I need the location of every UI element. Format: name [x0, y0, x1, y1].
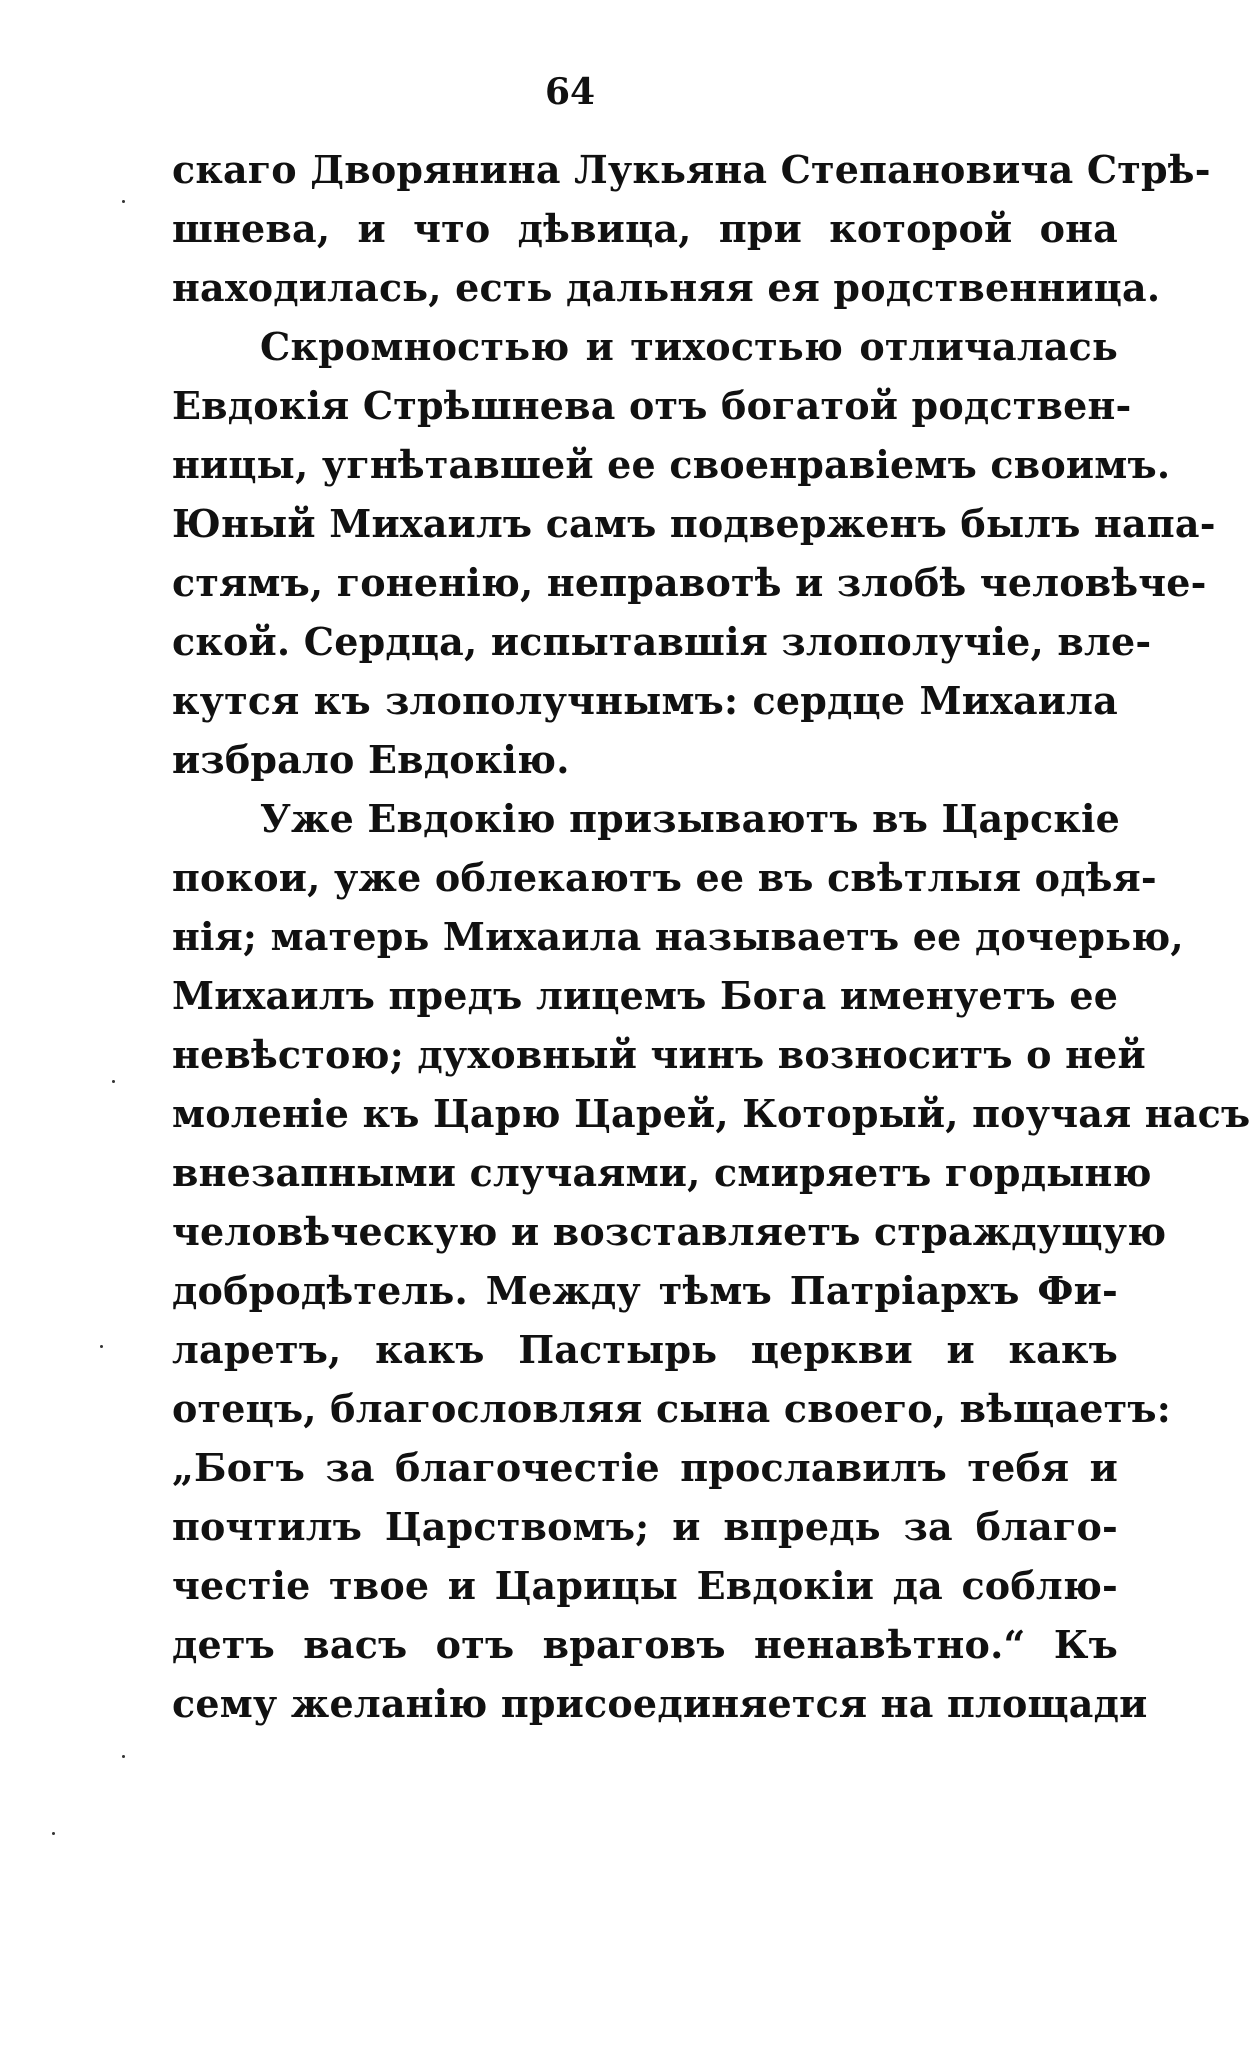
text-line: ларетъ, какъ Пастырь церкви и какъ: [172, 1327, 1118, 1372]
text-line: отецъ, благословляя сына своего, вѣщаетъ:: [172, 1386, 1172, 1431]
text-line: избрало Евдокію.: [172, 737, 570, 782]
text-line: скаго Дворянина Лукьяна Степановича Стрѣ-: [172, 147, 1211, 192]
text-line: покои, уже облекаютъ ее въ свѣтлыя одѣя-: [172, 855, 1157, 900]
text-line: нія; матерь Михаила называетъ ее дочерью,: [172, 914, 1184, 959]
text-line: Михаилъ предъ лицемъ Бога именуетъ ее: [172, 973, 1119, 1018]
text-line: кутся къ злополучнымъ: сердце Михаила: [172, 678, 1118, 723]
text-line: детъ васъ отъ враговъ ненавѣтно.“ Къ: [172, 1622, 1118, 1667]
print-speck: [122, 1755, 125, 1758]
text-line: ской. Сердца, испытавшія злополучіе, вле-: [172, 619, 1152, 664]
text-line: Уже Евдокію призываютъ въ Царскіе: [260, 796, 1121, 841]
text-line: сему желанію присоединяется на площади: [172, 1681, 1148, 1726]
text-line: почтилъ Царствомъ; и впредь за благо-: [172, 1504, 1118, 1549]
text-block: [172, 140, 1250, 1733]
page-number: 64: [544, 71, 596, 113]
text-line: ницы, угнѣтавшей ее своенравіемъ своимъ.: [172, 442, 1171, 487]
text-line: моленіе къ Царю Царей, Который, поучая насъ: [172, 1091, 1250, 1136]
text-line: невѣстою; духовный чинъ возноситъ о ней: [172, 1032, 1146, 1077]
text-line: стямъ, гоненію, неправотѣ и злобѣ человѣче-: [172, 560, 1207, 605]
text-line: „Богъ за благочестіе прославилъ тебя и: [172, 1445, 1118, 1490]
text-line: шнева, и что дѣвица, при которой она: [172, 206, 1118, 251]
print-speck: [112, 1080, 115, 1083]
text-line: Евдокія Стрѣшнева отъ богатой родствен-: [172, 383, 1132, 428]
text-line: человѣческую и возставляетъ страждущую: [172, 1209, 1167, 1254]
print-speck: [122, 200, 125, 203]
text-line: Скромностью и тихостью отличалась: [260, 324, 1118, 369]
print-speck: [100, 1345, 103, 1348]
print-speck: [52, 1832, 55, 1835]
text-line: внезапными случаями, смиряетъ гордыню: [172, 1150, 1152, 1195]
text-line: честіе твое и Царицы Евдокіи да соблю-: [172, 1563, 1118, 1608]
text-line: Юный Михаилъ самъ подверженъ былъ напа-: [172, 501, 1216, 546]
text-line: находилась, есть дальняя ея родственница.: [172, 265, 1161, 310]
text-line: добродѣтель. Между тѣмъ Патріархъ Фи-: [172, 1268, 1118, 1313]
